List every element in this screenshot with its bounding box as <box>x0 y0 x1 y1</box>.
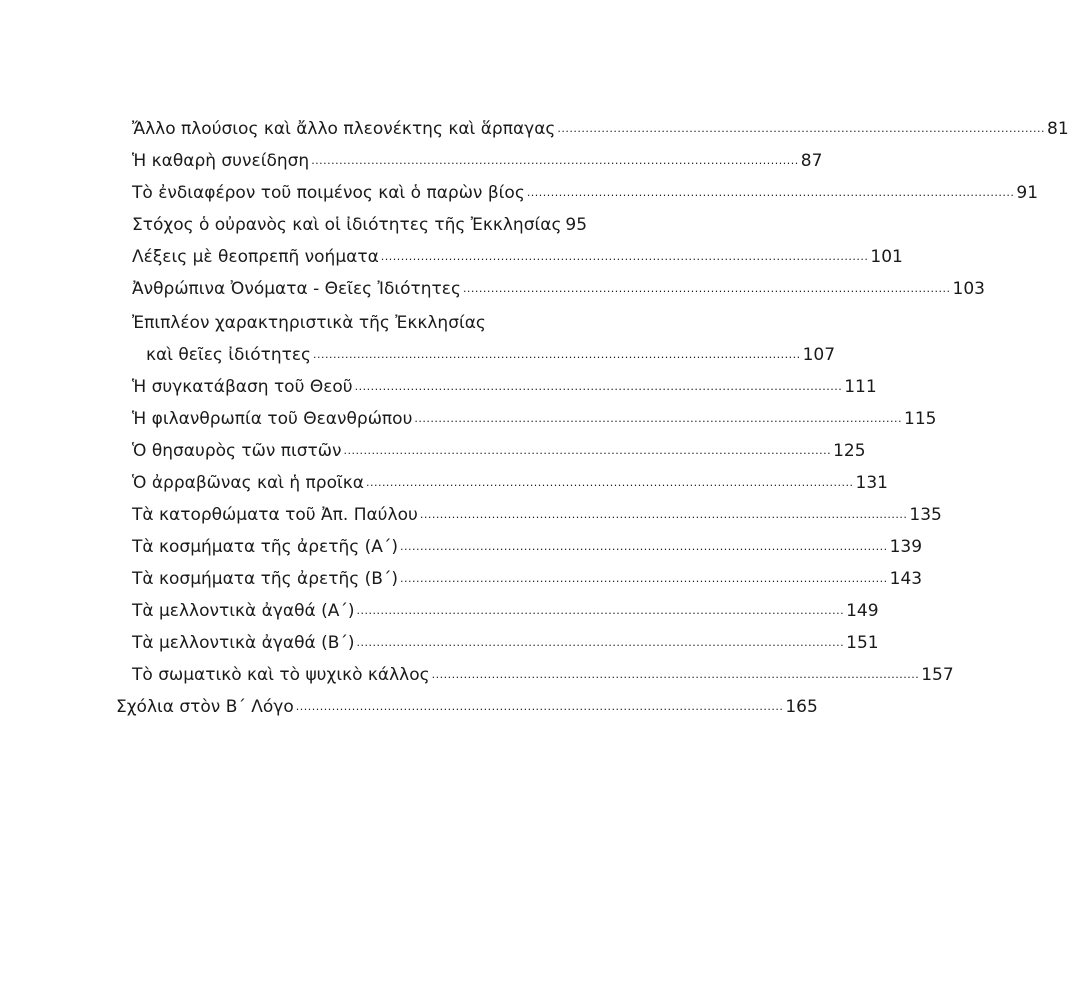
toc-entry-page: 157 <box>921 665 954 685</box>
toc-entry-title: καὶ θεῖες ἰδιότητες <box>146 345 312 365</box>
toc-entry <box>132 238 903 268</box>
toc-entry-page: 81 <box>1047 119 1069 139</box>
toc-entry-page: 139 <box>889 537 923 557</box>
toc-entry-page: 151 <box>846 633 879 653</box>
toc-entry <box>132 528 923 558</box>
dot-leader: .......................................................................................................................... <box>419 508 908 521</box>
toc-entry-page: 107 <box>802 345 836 365</box>
dot-leader: .......................................................................................................................... <box>313 348 801 361</box>
dot-leader: .......................................................................................................................... <box>356 604 845 617</box>
toc-entry-title: Τὸ ἐνδιαφέρον τοῦ ποιμένος καὶ ὁ παρὼν βίος <box>132 183 525 203</box>
toc-entry-title: Ἡ φιλανθρωπία τοῦ Θεανθρώπου <box>132 409 413 429</box>
toc-entry <box>132 142 823 172</box>
toc-entry <box>132 560 923 590</box>
toc-entry-page: 131 <box>855 473 888 493</box>
toc-entry-page: 111 <box>844 377 877 397</box>
toc-entry-page: 149 <box>846 601 879 621</box>
toc-entry <box>132 400 937 430</box>
dot-leader: .......................................................................................................................... <box>380 250 869 263</box>
dot-leader: .......................................................................................................................... <box>557 122 1045 135</box>
toc-entry-page: 87 <box>800 151 823 171</box>
dot-leader: .......................................................................................................................... <box>462 282 951 295</box>
toc-entry <box>132 656 954 686</box>
dot-leader: .......................................................................................................................... <box>295 700 784 713</box>
toc-entry-title: Ἡ καθαρὴ συνείδηση <box>132 151 310 171</box>
toc-entry-title: Τὰ μελλοντικὰ ἀγαθά (Α΄) <box>132 601 355 621</box>
dot-leader: .......................................................................................................................... <box>311 154 799 167</box>
toc-entry <box>132 270 985 300</box>
toc-entry <box>132 496 942 526</box>
dot-leader: .......................................................................................................................... <box>356 636 845 649</box>
toc-entry-title: Τὰ κατορθώματα τοῦ Ἀπ. Παύλου <box>132 505 418 525</box>
toc-entry <box>132 624 879 654</box>
toc-entry <box>116 688 818 718</box>
dot-leader: .......................................................................................................................... <box>400 572 888 585</box>
toc-entry-page: 95 <box>565 215 588 235</box>
toc-entry-title: Τὰ μελλοντικὰ ἀγαθά (Β΄) <box>132 633 355 653</box>
toc-entry-title: Ἀνθρώπινα Ὀνόματα - Θεῖες Ἰδιότητες <box>132 279 461 299</box>
toc-entry <box>132 432 866 462</box>
toc-entry <box>132 206 588 236</box>
toc-entry <box>132 368 877 398</box>
dot-leader: .......................................................................................................................... <box>414 412 903 425</box>
dot-leader: .......................................................................................................................... <box>365 476 854 489</box>
dot-leader: .......................................................................................................................... <box>526 186 1015 199</box>
toc-entry-title: Ἐπιπλέον χαρακτηριστικὰ τῆς Ἐκκλησίας <box>132 313 486 333</box>
toc-entry-title: Τὰ κοσμήματα τῆς ἀρετῆς (Β΄) <box>132 569 399 589</box>
toc-entry-page: 135 <box>909 505 942 525</box>
toc-entry-title: Ὁ θησαυρὸς τῶν πιστῶν <box>132 441 342 461</box>
toc-entry-title: Ὁ ἀρραβῶνας καὶ ἡ προῖκα <box>132 473 364 493</box>
toc-entry-page: 101 <box>870 247 903 267</box>
toc-entry-title: Ἡ συγκατάβαση τοῦ Θεοῦ <box>132 377 353 397</box>
toc-entry-page: 125 <box>833 441 866 461</box>
toc-entry <box>132 174 1039 204</box>
toc-entry <box>132 304 584 334</box>
dot-leader: .......................................................................................................................... <box>354 380 843 393</box>
toc-entry-title: Σχόλια στὸν Β΄ Λόγο <box>116 697 294 717</box>
toc-entry-title: Τὸ σωματικὸ καὶ τὸ ψυχικὸ κάλλος <box>132 665 430 685</box>
toc-entry <box>132 110 1069 140</box>
toc-entry <box>132 592 879 622</box>
toc-entry-page: 91 <box>1016 183 1039 203</box>
toc-entry <box>146 336 836 366</box>
toc-entry-title: Ἄλλο πλούσιος καὶ ἄλλο πλεονέκτης καὶ ἅρπαγας <box>132 119 556 139</box>
toc-entry-page: 143 <box>889 569 923 589</box>
toc-entry-page: 115 <box>904 409 937 429</box>
dot-leader: .......................................................................................................................... <box>343 444 832 457</box>
toc-entry <box>132 464 888 494</box>
dot-leader: .......................................................................................................................... <box>400 540 888 553</box>
toc-entry-title: Λέξεις μὲ θεοπρεπῆ νοήματα <box>132 247 379 267</box>
toc-entry-page: 165 <box>785 697 818 717</box>
toc-entry-title: Τὰ κοσμήματα τῆς ἀρετῆς (Α΄) <box>132 537 399 557</box>
toc-entry-page: 103 <box>952 279 985 299</box>
dot-leader: .......................................................................................................................... <box>431 668 920 681</box>
toc-entry-title: Στόχος ὁ οὐρανὸς καὶ οἱ ἰδιότητες τῆς Ἐκκλησίας <box>132 215 562 235</box>
